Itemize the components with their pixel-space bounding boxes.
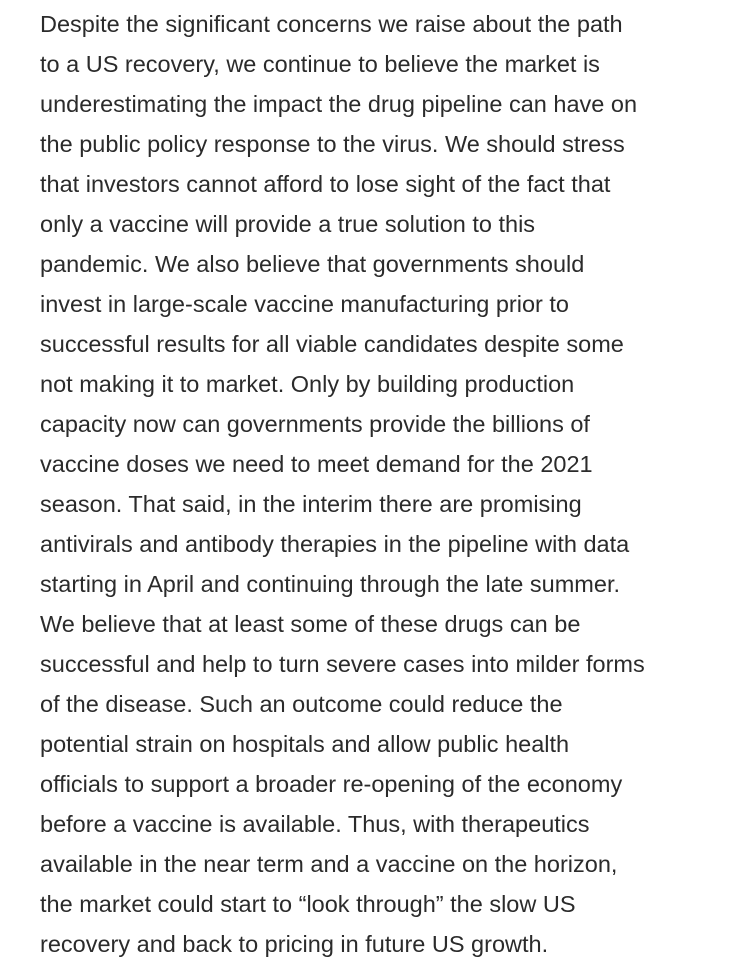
paragraph-line: antivirals and antibody therapies in the pipeline with data bbox=[40, 531, 630, 557]
paragraph-line: invest in large-scale vaccine manufacturing prior to bbox=[40, 291, 570, 317]
paragraph-line: before a vaccine is available. Thus, with therapeutics bbox=[40, 811, 590, 837]
body-paragraph bbox=[40, 4, 730, 964]
paragraph-line: recovery and back to pricing in future US growth. bbox=[40, 931, 549, 957]
paragraph-line: of the disease. Such an outcome could reduce the bbox=[40, 691, 563, 717]
paragraph-line: the public policy response to the virus. We should stress bbox=[40, 131, 625, 157]
paragraph-line: that investors cannot afford to lose sight of the fact that bbox=[40, 171, 611, 197]
paragraph-line: successful and help to turn severe cases into milder forms bbox=[40, 651, 645, 677]
paragraph-line: to a US recovery, we continue to believe the market is bbox=[40, 51, 600, 77]
paragraph-line: successful results for all viable candidates despite some bbox=[40, 331, 624, 357]
paragraph-line: vaccine doses we need to meet demand for the 2021 bbox=[40, 451, 593, 477]
paragraph-line: pandemic. We also believe that governments should bbox=[40, 251, 585, 277]
paragraph-line: available in the near term and a vaccine on the horizon, bbox=[40, 851, 618, 877]
paragraph-line: potential strain on hospitals and allow public health bbox=[40, 731, 570, 757]
paragraph-line: capacity now can governments provide the billions of bbox=[40, 411, 590, 437]
paragraph-line: season. That said, in the interim there are promising bbox=[40, 491, 582, 517]
paragraph-line: We believe that at least some of these drugs can be bbox=[40, 611, 581, 637]
paragraph-line: officials to support a broader re-opening of the economy bbox=[40, 771, 623, 797]
paragraph-line: the market could start to “look through” the slow US bbox=[40, 891, 576, 917]
paragraph-line: only a vaccine will provide a true solution to this bbox=[40, 211, 536, 237]
paragraph-line: not making it to market. Only by building production bbox=[40, 371, 575, 397]
paragraph-line: underestimating the impact the drug pipeline can have on bbox=[40, 91, 638, 117]
paragraph-line: Despite the significant concerns we raise about the path bbox=[40, 11, 623, 37]
paragraph-line: starting in April and continuing through the late summer. bbox=[40, 571, 621, 597]
